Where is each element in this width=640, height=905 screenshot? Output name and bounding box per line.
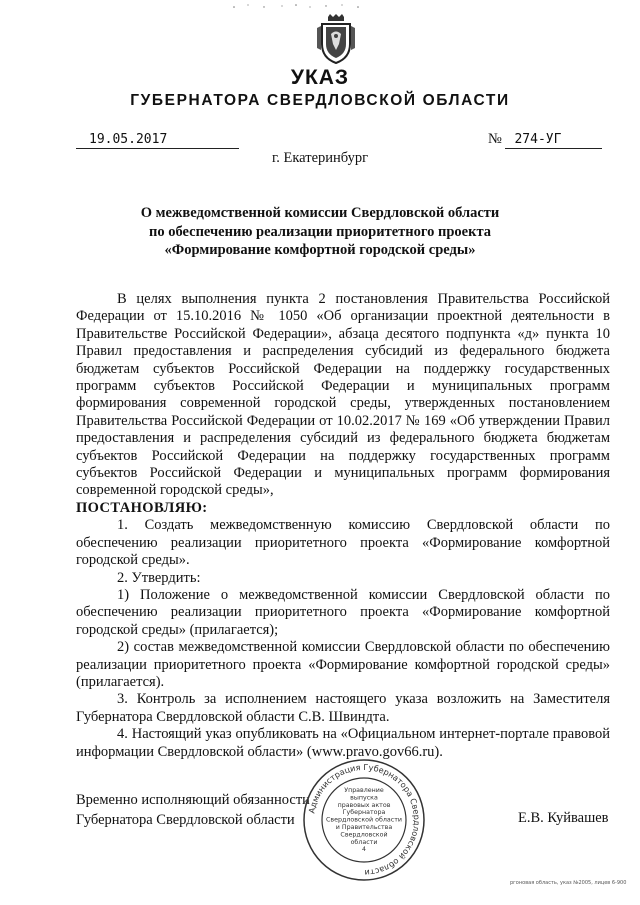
signatory-position-line: Губернатора Свердловской области: [76, 812, 295, 828]
heading-line: по обеспечению реализации приоритетного проекта: [148, 223, 491, 240]
decree-item-1: 1. Создать межведомственную комиссию Свердловской области по обеспечению реализации приоритетного проекта «Формирование комфортной городской среды».: [76, 517, 610, 569]
stamp-center-line: Свердловской области: [326, 816, 402, 824]
signatory-name: Е.В. Куйвашев: [518, 810, 609, 826]
signatory-position: [76, 790, 310, 830]
decree-item-2-2: 2) состав межведомственной комиссии Свердловской области по обеспечению реализации приоритетного проекта «Формирование комфортной городской среды» (прилагается).: [76, 639, 610, 690]
stamp-center-line: выпуска: [350, 794, 378, 802]
decree-item-2-1: 1) Положение о межведомственной комиссии Свердловской области по обеспечению реализации приоритетного проекта «Формирование комфортной городской среды» (прилагается);: [76, 586, 610, 638]
decree-word: ПОСТАНОВЛЯЮ:: [76, 499, 208, 516]
preamble-paragraph: В целях выполнения пункта 2 постановления Правительства Российской Федерации от 15.10.2016 № 1050 «Об организации проектной деятельности в Правительстве Российской Федерации», абзаца десятого подпункта «д» пункта 10 Правил предоставления и распределения субсидий из федерального бюджета бюджетам субъектов Российской Федерации на поддержку государственных программ субъектов Российской Федерации и муниципальных программ формирования современной городской среды, утвержденных постановлением Правительства Российской Федерации от 10.02.2017 № 169 «Об утверждении Правил предоставления и распределения субсидий из федерального бюджета бюджетам субъектов Российской Федерации на поддержку государственных программ субъектов Российской Федерации и муниципальных программ формирования современной городской среды»,: [76, 291, 610, 499]
document-number-block: [488, 131, 602, 149]
signatory-position-line: Временно исполняющий обязанности: [76, 792, 310, 808]
heading-line: О межведомственной комиссии Свердловской области: [140, 205, 500, 221]
stamp-center-line: и Правительства: [335, 824, 393, 831]
stamp-center-line: правовых актов: [337, 801, 391, 809]
stamp-ring-text: Администрация Губернатора Свердловской области: [306, 761, 423, 879]
stamp-center-line: 4: [361, 846, 367, 854]
document-city: г. Екатеринбург: [271, 150, 369, 166]
issuer-title: ГУБЕРНАТОРА СВЕРДЛОВСКОЙ ОБЛАСТИ: [130, 92, 510, 109]
document-number: 274-УГ: [505, 131, 602, 149]
decree-item-4: 4. Настоящий указ опубликовать на «Официальном интернет-портале правовой информации Свердловской области» (www.pravo.gov66.ru).: [76, 726, 610, 760]
stamp-center-line: Свердловской: [340, 831, 388, 839]
document-heading: [60, 204, 580, 260]
stamp-center-line: Губернатора: [342, 809, 386, 817]
number-sign: №: [488, 131, 502, 147]
footer-note: ргоновая область, указ №2005, лицев 6-900: [510, 880, 627, 886]
heading-line: «Формирование комфортной городской среды»: [164, 242, 476, 258]
document-type-title: УКАЗ: [290, 66, 350, 89]
document-date: 19.05.2017: [76, 131, 239, 149]
decree-item-3: 3. Контроль за исполнением настоящего указа возложить на Заместителя Губернатора Свердловской области С.В. Швиндта.: [76, 691, 610, 725]
scan-noise: [230, 2, 370, 10]
stamp-center-line: Управление: [344, 787, 384, 794]
official-stamp: [302, 758, 426, 882]
coat-of-arms-emblem: [316, 14, 356, 64]
document-body: [76, 291, 610, 761]
stamp-center-line: области: [350, 838, 378, 846]
decree-item-2: 2. Утвердить:: [117, 569, 201, 586]
